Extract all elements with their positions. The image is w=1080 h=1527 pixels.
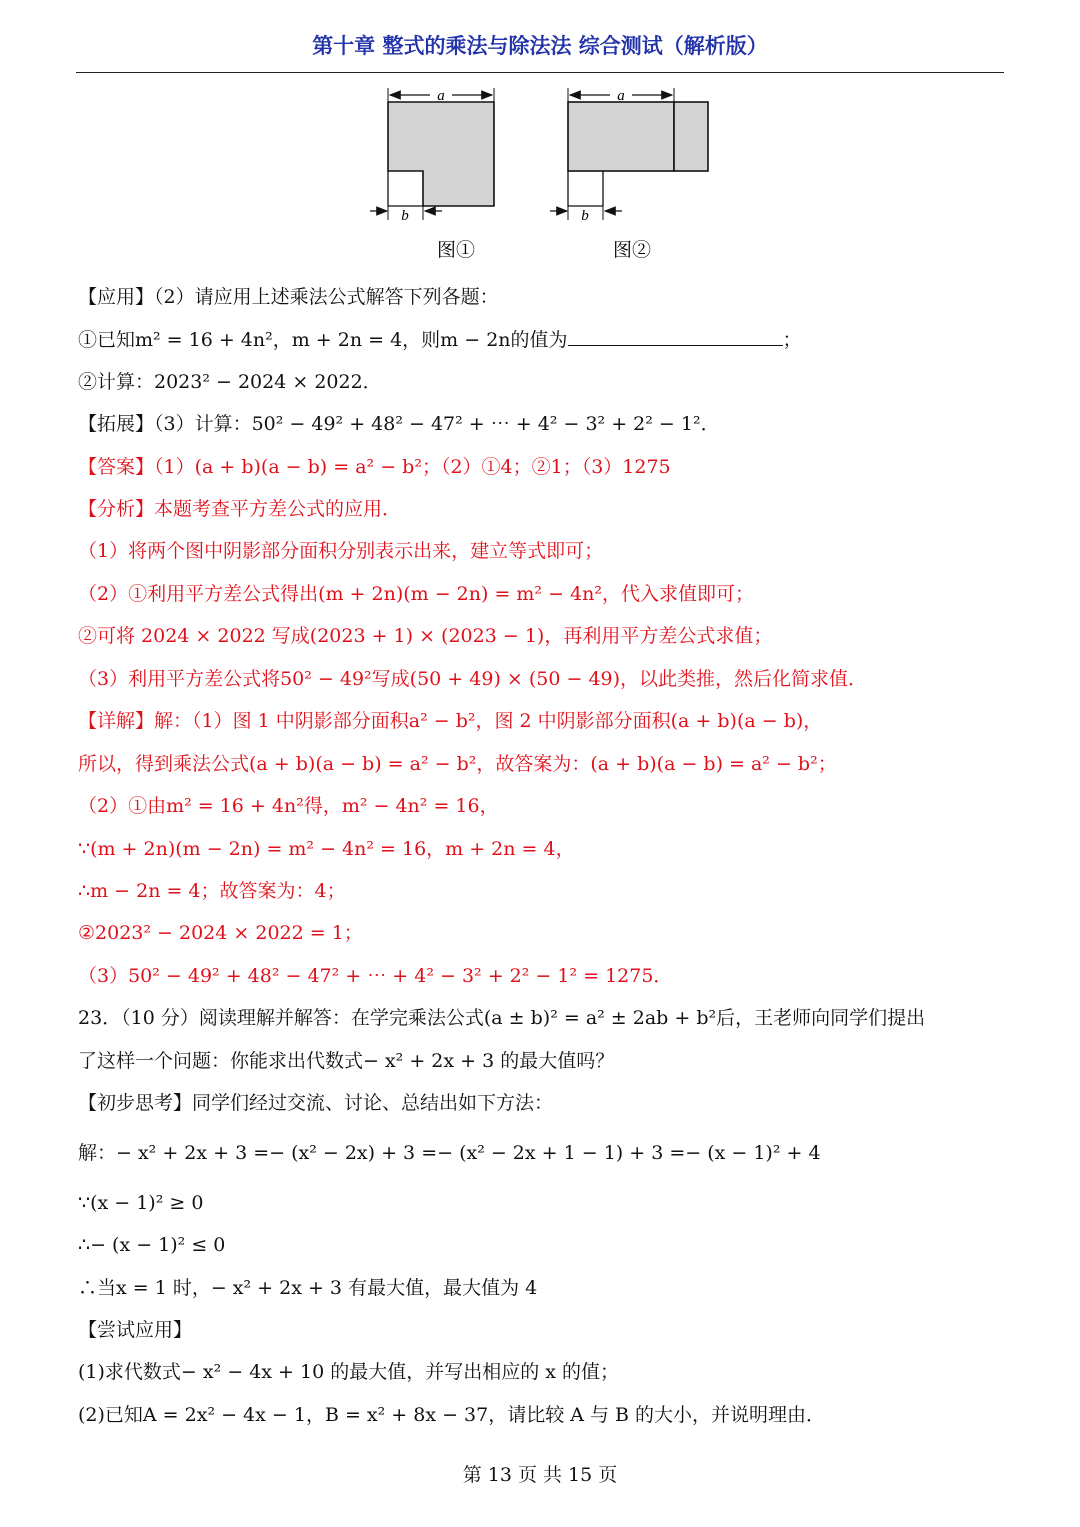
text-line-with-blank [78,325,1018,355]
figure-1-label-b: b [401,208,409,224]
detail-line: 【详解】解：（1）图 1 中阴影部分面积a² − b²，图 2 中阴影部分面积(a + b)(a − b)， [78,710,823,732]
question-text: ①已知m² = 16 + 4n²，m + 2n = 4，则m − 2n的值为 [78,329,568,351]
text-line: 【拓展】（3）计算：50² − 49² + 48² − 47² + ⋯ + 4² − 3² + 2² − 1²． [78,413,720,435]
figure-2-label-a: a [617,88,625,104]
text-line: (2)已知A = 2x² − 4x − 1，B = x² + 8x − 37，请比较 A 与 B 的大小，并说明理由． [78,1404,826,1426]
text-line: (1)求代数式− x² − 4x + 10 的最大值，并写出相应的 x 的值； [78,1361,620,1383]
question-23-line: 了这样一个问题：你能求出代数式− x² + 2x + 3 的最大值吗？ [78,1050,615,1072]
page-footer: 第 13 页 共 15 页 [462,1464,618,1486]
analysis-line: （1）将两个图中阴影部分面积分别表示出来，建立等式即可； [78,540,604,562]
analysis-line: ②可将 2024 × 2022 写成(2023 + 1) × (2023 − 1)，再利用平方差公式求值； [78,625,773,647]
detail-line: 所以，得到乘法公式(a + b)(a − b) = a² − b²，故答案为：(a + b)(a − b) = a² − b²； [78,753,837,775]
detail-line: （3）50² − 49² + 48² − 47² + ⋯ + 4² − 3² + 2² − 1² = 1275． [78,965,673,987]
text-line: 【初步思考】同学们经过交流、讨论、总结出如下方法： [78,1092,554,1114]
analysis-line: （3）利用平方差公式将50² − 49²写成(50 + 49) × (50 − 49)，以此类推，然后化简求值． [78,668,868,690]
text-line: ∴当x = 1 时，− x² + 2x + 3 有最大值，最大值为 4 [78,1277,538,1299]
page-header: 第十章 整式的乘法与除法法 综合测试（解析版） [312,34,768,58]
detail-line: ∴m − 2n = 4；故答案为：4； [78,880,346,902]
text-line: 解：− x² + 2x + 3 =− (x² − 2x) + 3 =− (x² − 2x + 1 − 1) + 3 =− (x − 1)² + 4 [78,1142,821,1164]
text-line: 【应用】（2）请应用上述乘法公式解答下列各题： [78,286,499,308]
text-line: ∴− (x − 1)² ≤ 0 [78,1234,226,1256]
answer-line: 【答案】（1）(a + b)(a − b) = a² − b²；（2）①4；②1；（3）1275 [78,456,671,478]
text-line: ②计算：2023² − 2024 × 2022． [78,371,382,393]
figure-2-label-b: b [581,208,589,224]
text-line: 【尝试应用】 [78,1319,193,1341]
figure-area [360,82,720,267]
figure-1 [370,88,494,261]
question-tail: ； [782,329,802,351]
detail-line: （2）①由m² = 16 + 4n²得，m² − 4n² = 16， [78,795,499,817]
analysis-line: 【分析】本题考查平方差公式的应用． [78,498,402,520]
figure-2 [550,88,708,261]
answer-blank [568,325,783,346]
header-rule [76,72,1004,73]
question-23-line: 23．（10 分）阅读理解并解答：在学完乘法公式(a ± b)² = a² ± 2ab + b²后，王老师向同学们提出 [78,1007,926,1029]
detail-line: ∵(m + 2n)(m − 2n) = m² − 4n² = 16，m + 2n = 4， [78,838,575,860]
figure-1-label-a: a [437,88,445,104]
figure-2-caption: 图② [612,239,652,261]
square-figures [360,82,720,267]
text-line: ∵(x − 1)² ≥ 0 [78,1192,204,1214]
analysis-line: （2）①利用平方差公式得出(m + 2n)(m − 2n) = m² − 4n²，代入求值即可； [78,583,754,605]
detail-line: ②2023² − 2024 × 2022 = 1； [78,922,363,944]
figure-1-caption: 图① [436,239,476,261]
